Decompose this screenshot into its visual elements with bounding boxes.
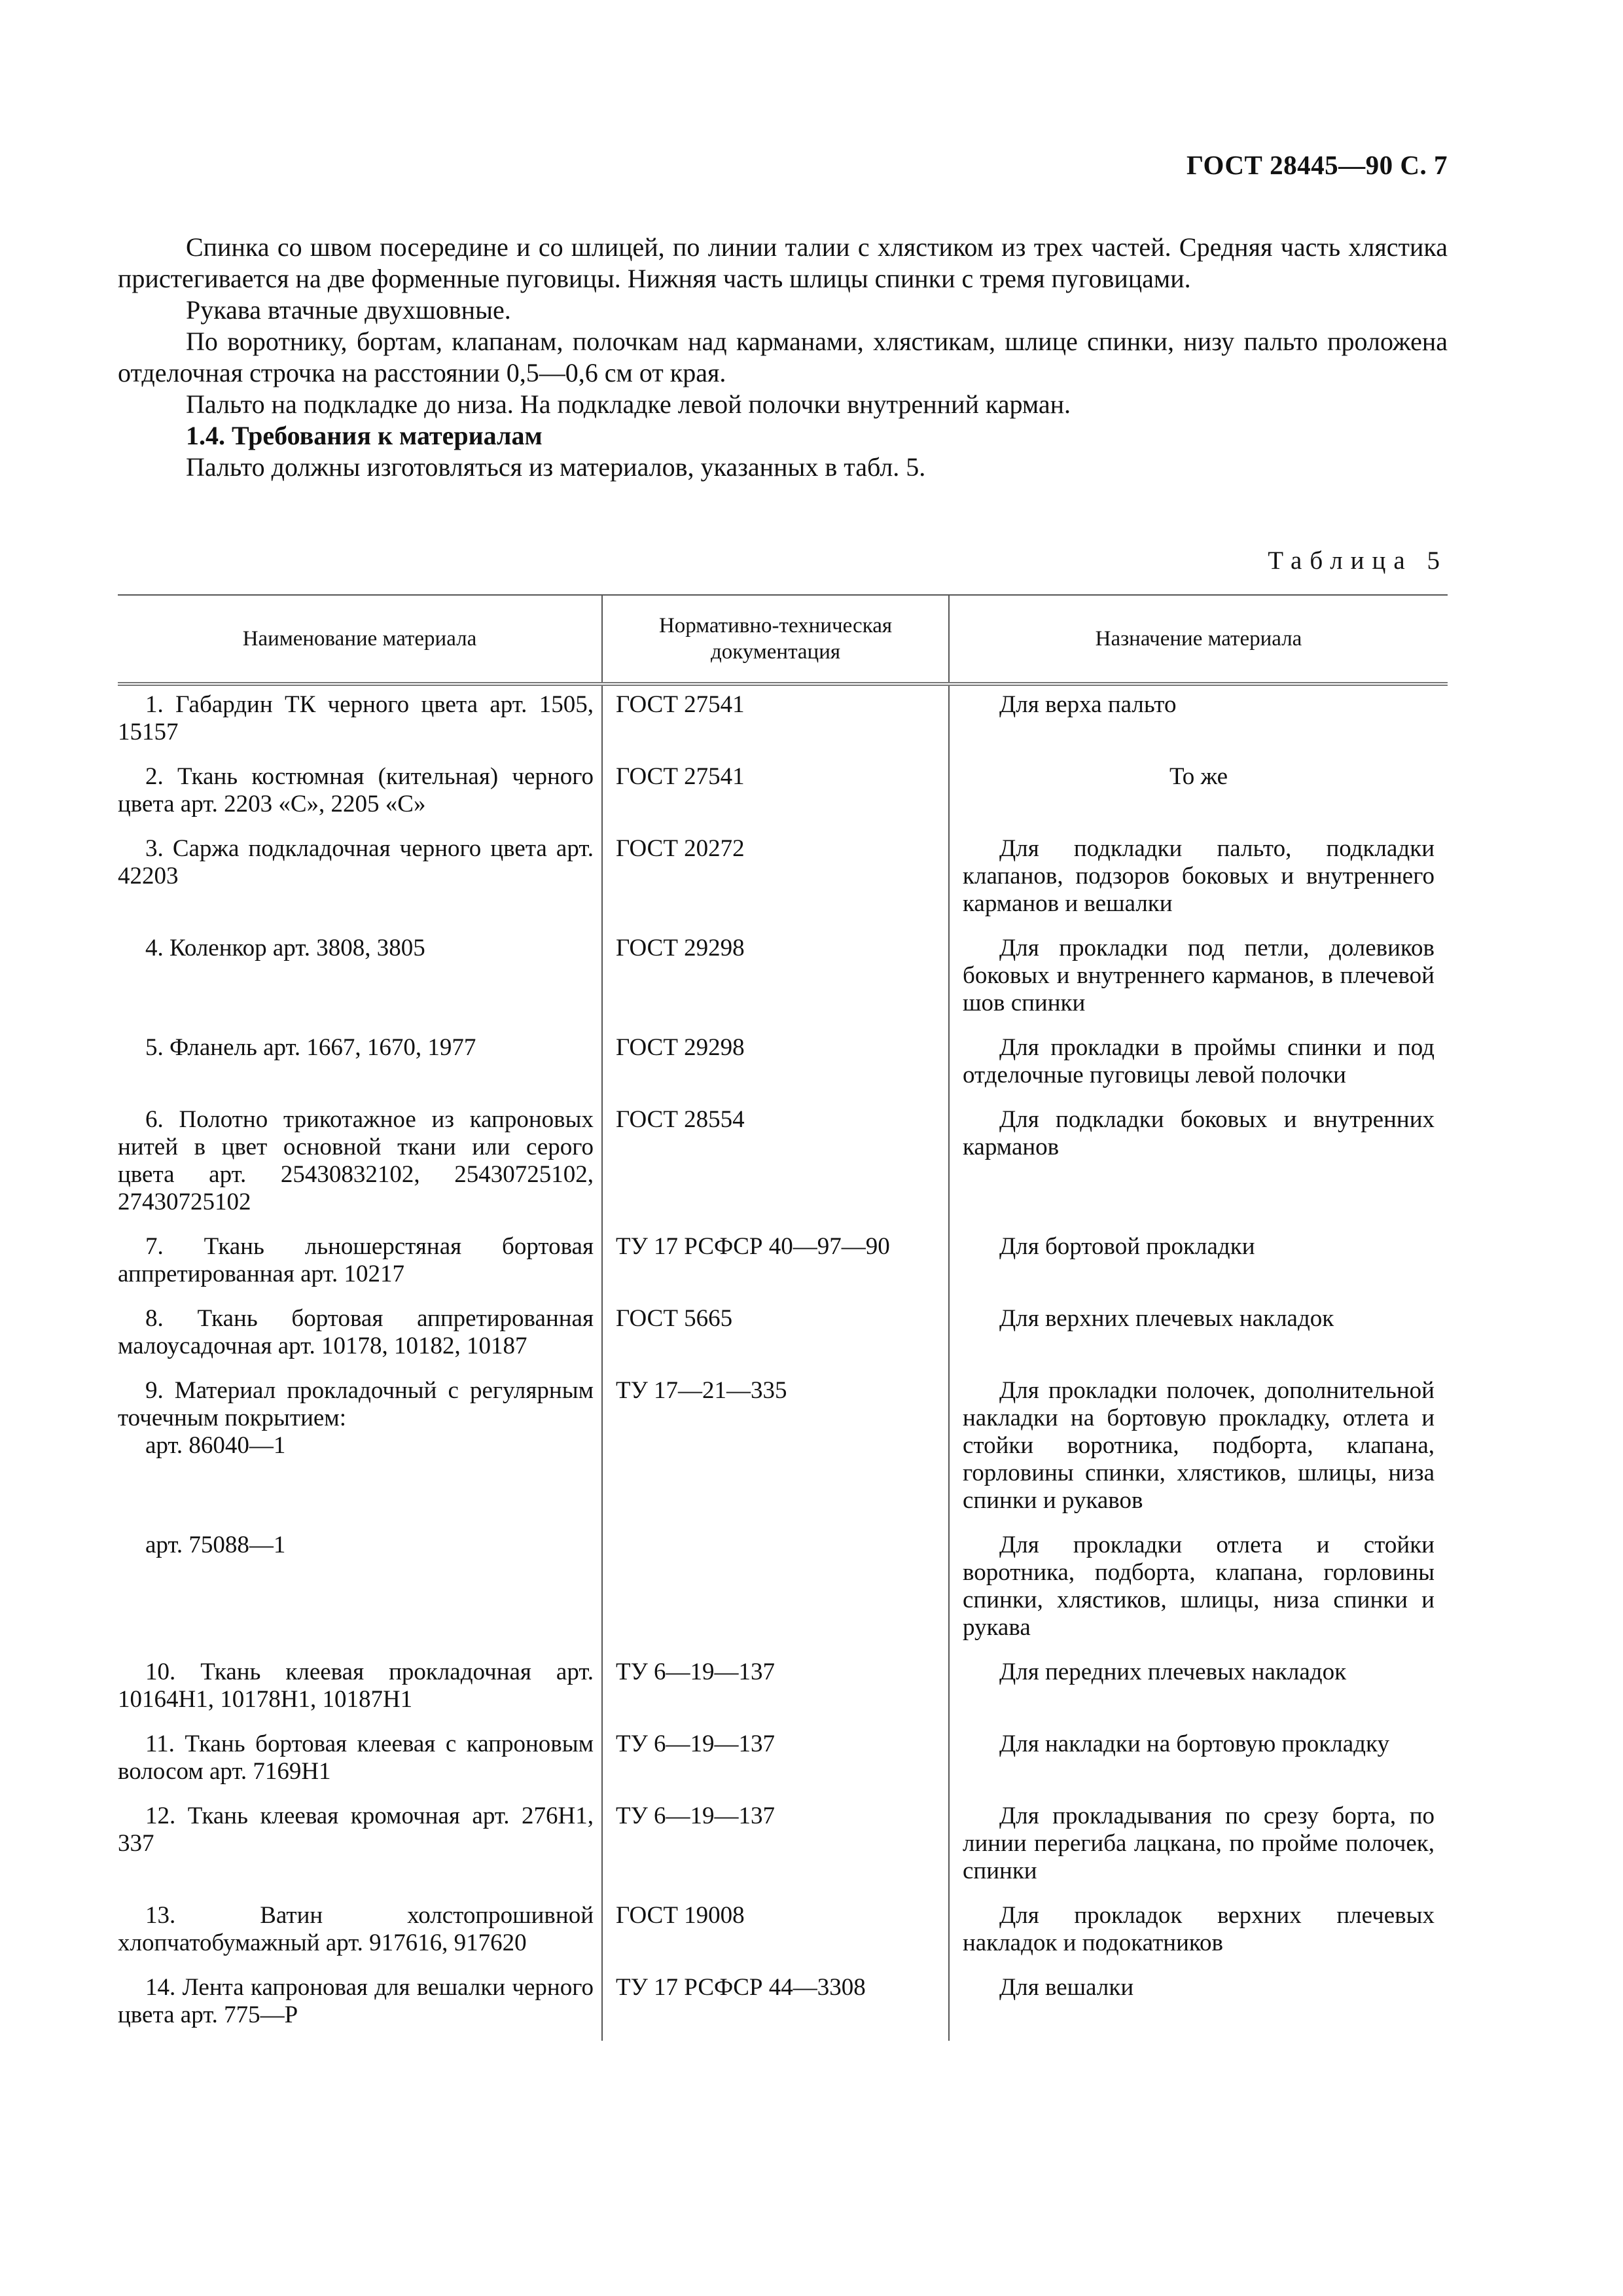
- material-doc: ГОСТ 28554: [602, 1101, 949, 1228]
- header-purpose: Назначение материала: [949, 595, 1448, 684]
- header-material-name: Наименование материала: [118, 595, 602, 684]
- material-purpose: То же: [1169, 763, 1228, 790]
- materials-table: [118, 594, 1448, 2041]
- material-name: 2. Ткань костюмная (кительная) черного цвета арт. 2203 «С», 2205 «С»: [118, 763, 594, 817]
- materials-table-wrap: [118, 594, 1448, 2041]
- material-doc: ГОСТ 27541: [602, 684, 949, 758]
- table-caption: Таблица 5: [1268, 547, 1448, 575]
- material-name: [118, 1526, 602, 1653]
- material-purpose: Для прокладки полочек, дополнительной накладки на бортовую прокладку, отлета и стойки воротника, подборта, клапана, горловины спинки, хлястиков, шлицы, низа спинки и рукавов: [963, 1377, 1435, 1514]
- material-purpose: Для бортовой прокладки: [999, 1233, 1255, 1260]
- table-row: [118, 1653, 1448, 1725]
- paragraph: Рукава втачные двухшовные.: [186, 295, 511, 325]
- material-purpose: Для подкладки боковых и внутренних карманов: [963, 1106, 1435, 1160]
- header-documentation: Нормативно-техническая документация: [602, 595, 949, 684]
- material-doc: ТУ 17—21—335: [602, 1372, 949, 1526]
- table-row: [118, 1300, 1448, 1372]
- material-purpose: Для прокладки отлета и стойки воротника, подборта, клапана, горловины спинки, хлястиков, шлицы, низа спинки и рукава: [963, 1532, 1435, 1641]
- material-doc: ГОСТ 20272: [602, 830, 949, 929]
- material-purpose: Для передних плечевых накладок: [999, 1659, 1347, 1685]
- table-row: [118, 1372, 1448, 1526]
- material-purpose: Для верхних плечевых накладок: [999, 1305, 1334, 1332]
- material-name: 6. Полотно трикотажное из капроновых нитей в цвет основной ткани или серого цвета арт. 25430832102, 25430725102, 27430725102: [118, 1106, 594, 1215]
- material-name: 1. Габардин ТК черного цвета арт. 1505, 15157: [118, 691, 594, 745]
- material-name: 4. Коленкор арт. 3808, 3805: [145, 935, 425, 961]
- material-doc: ТУ 17 РСФСР 44—3308: [602, 1969, 949, 2041]
- material-doc: [602, 1526, 949, 1653]
- table-row: [118, 758, 1448, 830]
- table-row: [118, 1526, 1448, 1653]
- material-doc: ТУ 6—19—137: [602, 1797, 949, 1897]
- material-purpose: Для прокладки под петли, долевиков боковых и внутреннего карманов, в плечевой шов спинки: [963, 935, 1435, 1016]
- material-name: 11. Ткань бортовая клеевая с капроновым волосом арт. 7169Н1: [118, 1731, 594, 1785]
- table-row: [118, 1969, 1448, 2041]
- material-purpose: Для верха пальто: [999, 691, 1177, 718]
- table-row: [118, 830, 1448, 929]
- material-doc: ГОСТ 19008: [602, 1897, 949, 1969]
- paragraph: Пальто на подкладке до низа. На подкладке левой полочки внутренний карман.: [186, 389, 1071, 419]
- table-row: [118, 1725, 1448, 1797]
- page-header: ГОСТ 28445—90 С. 7: [1186, 150, 1448, 180]
- material-name: 3. Саржа подкладочная черного цвета арт. 42203: [118, 835, 594, 889]
- material-purpose: Для подкладки пальто, подкладки клапанов, подзоров боковых и внутреннего карманов и вешалки: [963, 835, 1435, 917]
- table-row: [118, 1228, 1448, 1300]
- material-doc: ТУ 17 РСФСР 40—97—90: [602, 1228, 949, 1300]
- material-name: 12. Ткань клеевая кромочная арт. 276Н1, 337: [118, 1803, 594, 1857]
- material-doc: ГОСТ 5665: [602, 1300, 949, 1372]
- section-heading: 1.4. Требования к материалам: [186, 421, 543, 450]
- material-subitem: арт. 75088—1: [145, 1532, 286, 1558]
- material-doc: ТУ 6—19—137: [602, 1725, 949, 1797]
- material-subitem: арт. 86040—1: [145, 1432, 286, 1459]
- material-name: 14. Лента капроновая для вешалки черного цвета арт. 775—Р: [118, 1974, 594, 2028]
- material-name: 5. Фланель арт. 1667, 1670, 1977: [145, 1034, 476, 1061]
- material-name: 8. Ткань бортовая аппретированная малоусадочная арт. 10178, 10182, 10187: [118, 1305, 594, 1359]
- table-row: [118, 1029, 1448, 1101]
- material-name: 9. Материал прокладочный с регулярным точечным покрытием:: [118, 1377, 594, 1431]
- material-name: 13. Ватин холстопрошивной хлопчатобумажный арт. 917616, 917620: [118, 1902, 594, 1956]
- material-doc: ТУ 6—19—137: [602, 1653, 949, 1725]
- material-purpose: Для вешалки: [999, 1974, 1134, 2001]
- material-doc: ГОСТ 29298: [602, 1029, 949, 1101]
- material-purpose: Для прокладки в проймы спинки и под отделочные пуговицы левой полочки: [963, 1034, 1435, 1088]
- paragraph: По воротнику, бортам, клапанам, полочкам над карманами, хлястикам, шлице спинки, низу пальто проложена отделочная строчка на расстоянии 0,5—0,6 см от края.: [118, 327, 1448, 387]
- material-doc: ГОСТ 29298: [602, 929, 949, 1029]
- table-header-row: [118, 595, 1448, 684]
- table-row: [118, 1897, 1448, 1969]
- material-purpose: Для прокладывания по срезу борта, по линии перегиба лацкана, по пройме полочек, спинки: [963, 1803, 1435, 1884]
- material-name: 7. Ткань льношерстяная бортовая аппретированная арт. 10217: [118, 1233, 594, 1287]
- table-row: [118, 929, 1448, 1029]
- table-row: [118, 1101, 1448, 1228]
- material-name: 10. Ткань клеевая прокладочная арт. 10164Н1, 10178Н1, 10187Н1: [118, 1659, 594, 1713]
- table-row: [118, 684, 1448, 758]
- body-text: [118, 232, 1448, 483]
- material-name-group: [118, 1372, 602, 1526]
- material-purpose: Для накладки на бортовую прокладку: [999, 1731, 1389, 1757]
- table-row: [118, 1797, 1448, 1897]
- material-purpose: Для прокладок верхних плечевых накладок и подокатников: [963, 1902, 1435, 1956]
- paragraph: Спинка со швом посередине и со шлицей, по линии талии с хлястиком из трех частей. Средняя часть хлястика пристегивается на две форменные пуговицы. Нижняя часть шлицы спинки с тремя пуговицами.: [118, 232, 1448, 293]
- paragraph: Пальто должны изготовляться из материалов, указанных в табл. 5.: [186, 452, 926, 482]
- material-doc: ГОСТ 27541: [602, 758, 949, 830]
